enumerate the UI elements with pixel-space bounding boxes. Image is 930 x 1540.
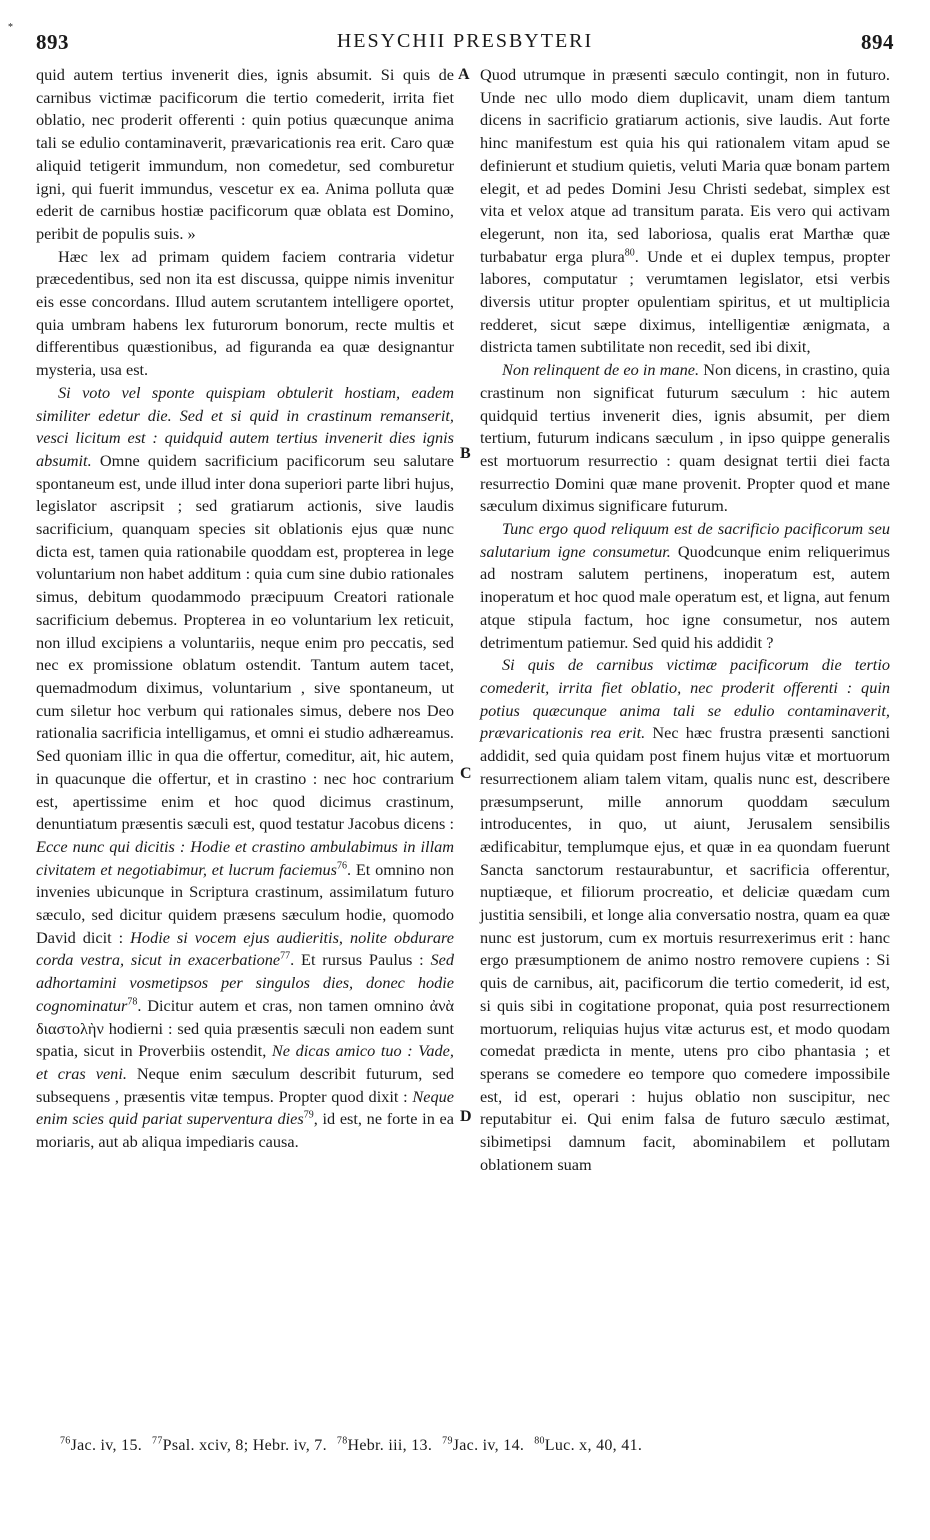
scripture-quote: Si voto vel sponte quispiam obtulerit hostiam, eadem similiter edetur die. Sed et si quid in crastinum remanserit, vesci licitum est : quidquid autem tertius invenerit dies ignis absumit.	[36, 382, 454, 470]
right-paragraph	[480, 518, 890, 654]
text-run: . Unde et ei duplex tempus, propter labores, computatur ; verumtamen legislator, etsi verbis diversis utitur propter opulentiam spiritus, et ut multiplicia redderet, sicut sæpe diximus, intelligentiæ ænigmata, a districta tamen subtilitate non recedit, sed ibi dixit,	[480, 246, 890, 357]
footnote	[60, 1437, 142, 1454]
text-run: Omne quidem sacrificium pacificorum seu salutare spontaneum est, unde illud inter dona superiori parte libri hujus, legislator ascripsit ; sed gratiarum actionis, sive laudis sacrificium, quanquam species sit oblationis ejus quæ nunc dicta est, tamen quia rationabile quoddam est, propterea in lege voluntarium non habet additum : quia cum sine dubio rationales simus, debitum quodammodo præcipuum Creatori rationale sacrificium debemus. Propterea in eo voluntarium lex reticuit, non illud excipiens a voluntariis, neque enim pro peccatis, sed nec ex promissione oblatum ostendit. Tantum autem tacet, quemadmodum diximus, voluntarium , sive spontaneum, ut cum siletur hoc verbum qui rationales simus, debere nos Deo rationalia sacrificia intelligamus, et omni ei studio adhæreamus. Sed quoniam illic in qua die offertur, comeditur, ait, hic autem, in quacunque die offertur, et in crastino : nec hoc contrarium est, apertissime enim et hoc quod dicimus crastinum, denuntiatum præsentis sæculi est, quod testatur Jacobus dicens :	[36, 450, 454, 834]
footnote-number: 79	[442, 1435, 453, 1447]
footnote-ref: 80	[624, 247, 635, 259]
scripture-quote: Sed adhortamini vosmetipsos per singulos dies, donec hodie cognominatur	[36, 950, 454, 1015]
running-title: HESYCHII PRESBYTERI	[336, 30, 594, 52]
left-page-number: 893	[36, 30, 69, 54]
footnote	[337, 1437, 432, 1454]
footnote	[152, 1437, 327, 1454]
footnote	[442, 1437, 524, 1454]
margin-letter-a: A	[458, 66, 470, 83]
footnote-ref: 76	[337, 860, 347, 872]
text-run: Neque enim sæculum describit futurum, sed subsequens , præsentis vitæ tempus. Propter quod dixit :	[36, 1063, 454, 1106]
right-paragraph	[480, 64, 890, 359]
right-column	[480, 64, 890, 1176]
text-run: , id est, ne forte in ea moriaris, aut ab aliqua impediaris causa.	[36, 1109, 454, 1152]
corner-mark: *	[8, 22, 13, 33]
scripture-quote: Si quis de carnibus victimæ pacificorum die tertio comederit, irrita fiet oblatio, nec proderit offerenti : quin potius quæcunque anima tali se edulio contaminaverit, prævaricationis rea erit.	[480, 655, 890, 743]
margin-letter-c: C	[460, 765, 472, 782]
left-paragraph	[36, 64, 454, 246]
footnote-number: 80	[534, 1435, 545, 1447]
footnote-ref: 78	[127, 996, 138, 1008]
text-run: Nec hæc frustra præsenti sanctioni addidit, sed quia quidam post finem hujus vitæ et mortuorum resurrectionem aliam talem vitam, qualis nunc est, describere præsumpserunt, mille annorum quoddam sæculum introducentes, in quo, ut aiunt, Jerusalem sensibilis ædificabitur, templumque ejus, et quæ in ea quondam fuerunt Sancta sanctorum restaurabuntur, et sacrificia offerentur, nuptiæque, et filiorum procreatio, et deliciæ quædam cum justitia sensibili, et longe alia conversatio nostra, quam ea quæ nunc est justorum, cum ex mortuis resurrexerimus erit : hanc ergo præsumptionem de animo nostro removere cupiens : Si quis de carnibus, ait, pacificorum die tertio comederit, id est, si quis sibi in cogitatione proponat, quia post resurrectionem mortuorum, reliquias hujus vitæ acturus est, et modo quodam comedat prædicta in mente, utens pro cibo phantasia ; et sperans se comedere eo tempore quo comedere impossibile est, id est, operari : hujus oblatio non suscipitur, nec reputabitur ei. Qui enim falsa de futuro sæculo æstimat, sibimetipsi damnum facit, abominabilem et pollutam oblationem suam	[480, 723, 890, 1174]
right-page-number: 894	[861, 30, 894, 54]
footnote-text: Jac. iv, 14.	[452, 1437, 525, 1454]
footnote-number: 76	[60, 1435, 71, 1447]
footnote-text: Hebr. iii, 13.	[347, 1437, 433, 1454]
text-run: Quod utrumque in præsenti sæculo contingit, non in futuro. Unde nec ullo modo diem duplicavit, unam diem tantum dicens in sacrificio gratiarum actionis, sive laudis. Aut forte hinc manifestum est quia his qui rationalem vitam apud se definierunt et studium quietis, veluti Maria quæ bonam partem elegit, et ad pedes Domini Jesu Christi sedebat, simplex est vita et velox atque ad transitum parata. Eis vero qui activam elegerunt, non ita, sed laboriosa, qualis erat Marthæ quæ turbabatur erga plura	[480, 65, 890, 266]
text-run: Hæc lex ad primam quidem faciem contraria videtur præcedentibus, sed non ita est discussa, quippe nimis invenitur eis esse concordans. Illud autem scrutantem intelligere oportet, quia umbram habens lex futurorum bonorum, recte multis et differentibus quæstionibus, ad figuranda ea quæ designantur mysteria, usa est.	[36, 246, 454, 380]
scripture-quote: Tunc ergo quod reliquum est de sacrificio pacificorum seu salutarium igne consumetur.	[480, 519, 890, 561]
footnote-ref: 77	[280, 951, 291, 962]
scripture-quote: Ecce nunc qui dicitis : Hodie et crastino ambulabimus in illam civitatem et negotiabimur, et lucrum faciemus	[36, 836, 454, 879]
left-column	[36, 64, 454, 1154]
scripture-quote: Neque enim scies quid pariat superventura dies	[36, 1086, 454, 1129]
text-run: . Et rursus Paulus :	[290, 950, 431, 970]
right-paragraph	[480, 359, 890, 518]
text-run: quid autem tertius invenerit dies, ignis absumit. Si quis de carnibus victimæ pacificorum die tertio comederit, irrita fiet oblatio, nec proderit offerenti : quin potius quæcunque anima tali se edulio contaminaverit, prævaricationis rea erit. Caro quæ aliquid tetigerit immundum, non comedetur, sed comburetur igni, qui fuerit immundus, vescetur ex ea. Anima polluta quæ ederit de carnibus hostiæ pacificorum quæ oblata est Domino, peribit de populis suis. »	[36, 65, 454, 243]
margin-letter-d: D	[460, 1108, 472, 1125]
footnote-number: 77	[152, 1435, 163, 1447]
footnote-number: 78	[336, 1435, 348, 1447]
scripture-quote: Hodie si vocem ejus audieritis, nolite obdurare corda vestra, sicut in exacerbatione	[36, 927, 455, 970]
margin-letter-b: B	[460, 445, 471, 462]
footnote-text: Psal. xciv, 8; Hebr. iv, 7.	[162, 1437, 327, 1454]
text-run: Quodcunque enim reliquerimus ad nostram salutem pertinens, inoperatum est, autem inoperatum et hoc quod male operatum est, et ligna, aut fenum atque stipula factum, hoc igne consumetur, nos autem detrimentum patiemur. Sed quid his addidit ?	[480, 541, 891, 652]
scripture-quote: Non relinquent de eo in mane.	[502, 360, 700, 380]
footnote-text: Jac. iv, 15.	[70, 1437, 143, 1454]
text-run: . Et omnino non invenies ubicunque in Scriptura crastinum, assimilatum futuro sæculo, sed dicitur quidem præsens sæculum hodie, quomodo David dicit :	[36, 859, 455, 947]
left-paragraph	[36, 382, 454, 1154]
footnotes	[60, 1437, 880, 1455]
text-run: Non dicens, in crastino, quia crastinum non significat futurum sæculum : hic autem quidquid tertius invenerit dies, ignis absumit, per diem tertium, futurum indicans sæculum , in ipso quippe generalis est mortuorum resurrectio : quam designat tertii diei facta resurrectio Domini quæ mane provenit. Propter quod et mane sæculum diximus significare futurum.	[480, 360, 890, 516]
left-paragraph	[36, 246, 454, 382]
text-run: . Dicitur autem et cras, non tamen omnino ἀνὰ διαστολὴν hodierni : sed quia præsentis sæculi non eadem sunt spatia, sicut in Proverbiis ostendit,	[36, 995, 454, 1061]
footnote-text: Luc. x, 40, 41.	[544, 1437, 643, 1454]
footnote-ref: 79	[303, 1109, 314, 1121]
right-paragraph	[480, 654, 890, 1176]
scripture-quote: Ne dicas amico tuo : Vade, et cras veni.	[36, 1041, 454, 1083]
page-header	[36, 30, 894, 60]
footnote	[534, 1437, 642, 1454]
